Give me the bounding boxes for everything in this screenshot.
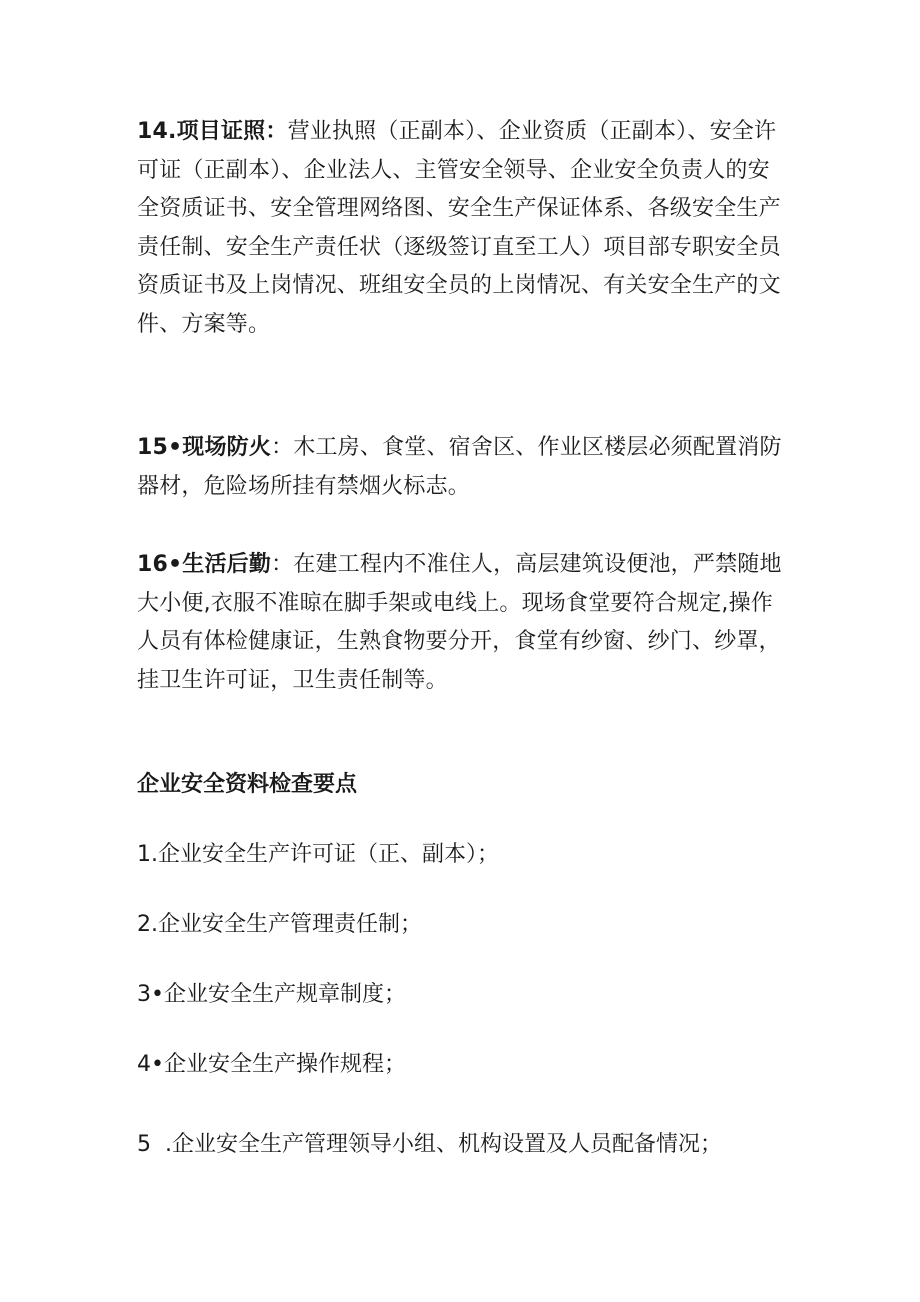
- section-body: ：木工房、食堂、宿舍区、作业区楼层必须配置消防器材，危险场所挂有禁烟火标志。: [137, 435, 782, 499]
- section-body: 营业执照（正副本）、企业资质（正副本）、安全许可证（正副本）、企业法人、主管安全领导、企业安全负责人的安全资质证书、安全管理网络图、安全生产保证体系、各级安全生产责任制、安全生产责任状（逐级签订直至工人）项目部专职安全员资质证书及上岗情况、班组安全员的上岗情况、有关安全生产的文件、方案等。: [137, 119, 781, 337]
- checklist-item: 4•企业安全生产操作规程；: [137, 1052, 406, 1077]
- section-logistics: [137, 546, 787, 700]
- section-project-licenses: [137, 113, 787, 344]
- section-lead: 14.项目证照：: [137, 119, 288, 144]
- section-lead: 15•现场防火: [137, 435, 272, 460]
- section-lead: 16•生活后勤: [137, 552, 272, 577]
- section-body: ：在建工程内不准住人，高层建筑设便池，严禁随地大小便,衣服不准晾在脚手架或电线上。现场食堂要符合规定,操作人员有体检健康证，生熟食物要分开，食堂有纱窗、纱门、纱罩，挂卫生许可证，卫生责任制等。: [137, 552, 782, 693]
- checklist-item: 2.企业安全生产管理责任制；: [137, 912, 422, 937]
- checklist-item: 1.企业安全生产许可证（正、副本）；: [137, 842, 499, 867]
- checklist-item: 5 .企业安全生产管理领导小组、机构设置及人员配备情况；: [137, 1132, 722, 1157]
- checklist-heading: 企业安全资料检查要点: [137, 772, 358, 797]
- section-fire-prevention: [137, 429, 787, 506]
- checklist-item: 3•企业安全生产规章制度；: [137, 982, 406, 1007]
